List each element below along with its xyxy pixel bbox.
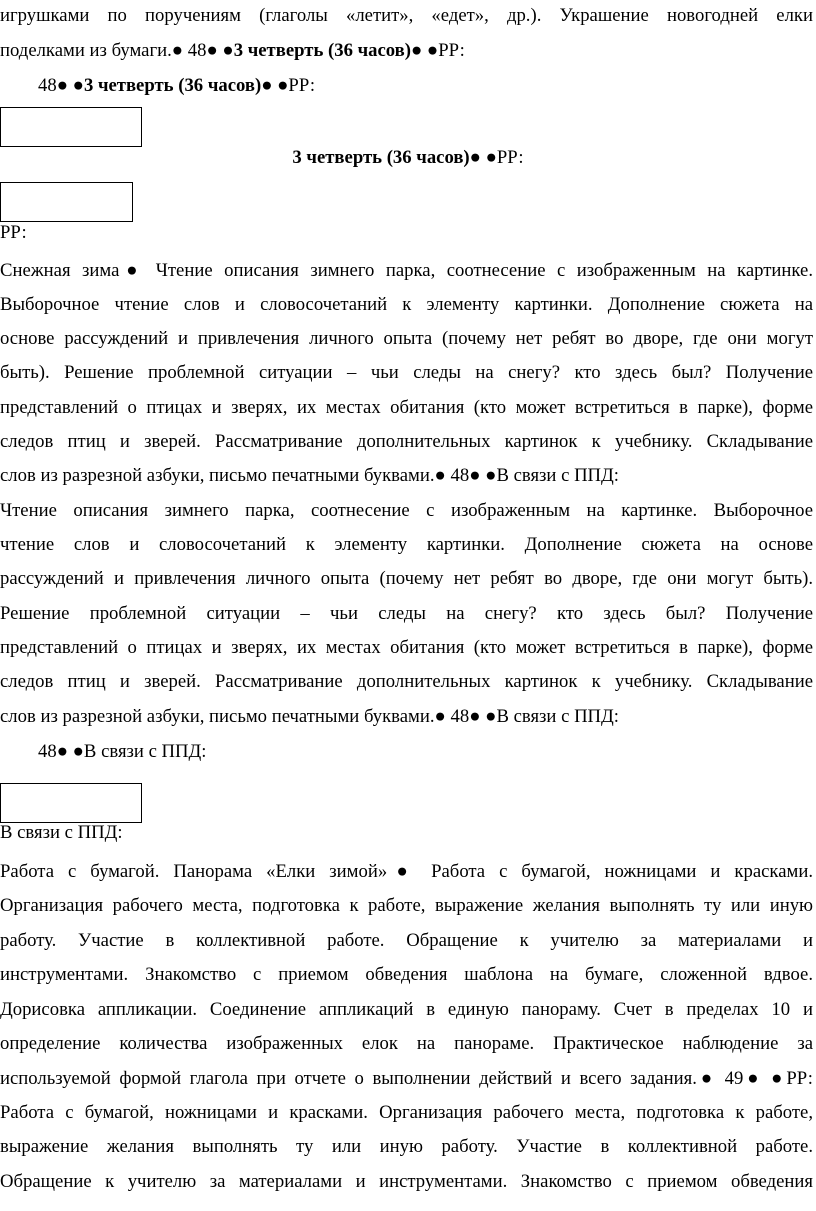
- text-line: основе рассуждений и привлечения личного опыта (почему нет ребят во дворе, где они могут: [0, 328, 813, 349]
- text-line: слов из разрезной азбуки, письмо печатными буквами.● 48● ●В связи с ППД:: [0, 706, 619, 727]
- text-line: В связи с ППД:: [0, 822, 123, 843]
- empty-table-cell: [0, 107, 142, 147]
- text-line: Снежная зима● Чтение описания зимнего парка, соотнесение с изображенным на картинке.: [0, 260, 813, 281]
- text-line: Обращение к учителю за материалами и инструментами. Знакомство с приемом обведения: [0, 1171, 813, 1192]
- text-line: следов птиц и зверей. Рассматривание дополнительных картинок к учебнику. Складывание: [0, 431, 813, 452]
- section-heading: 3 четверть (36 часов)● ●РР:: [292, 147, 524, 168]
- text-line: Решение проблемной ситуации – чьи следы на снегу? кто здесь был? Получение: [0, 603, 813, 624]
- text-line: представлений о птицах и зверях, их местах обитания (кто может встретиться в парке), форме: [0, 397, 813, 418]
- text-line: Дорисовка аппликации. Соединение аппликаций в единую панораму. Счет в пределах 10 и: [0, 999, 813, 1020]
- text-line: работу. Участие в коллективной работе. Обращение к учителю за материалами и: [0, 930, 813, 951]
- text-line: определение количества изображенных елок на панораме. Практическое наблюдение за: [0, 1033, 813, 1054]
- text-line: Чтение описания зимнего парка, соотнесение с изображенным на картинке. Выборочное: [0, 500, 813, 521]
- text-line: представлений о птицах и зверях, их местах обитания (кто может встретиться в парке), форме: [0, 637, 813, 658]
- text-line: Работа с бумагой, ножницами и красками. Организация рабочего места, подготовка к работе,: [0, 1102, 813, 1123]
- text-line: быть). Решение проблемной ситуации – чьи следы на снегу? кто здесь был? Получение: [0, 362, 813, 383]
- empty-table-cell: [0, 182, 133, 222]
- text-line: чтение слов и словосочетаний к элементу картинки. Дополнение сюжета на основе: [0, 534, 813, 555]
- text-line: выражение желания выполнять ту или иную работу. Участие в коллективной работе.: [0, 1136, 813, 1157]
- text-line: слов из разрезной азбуки, письмо печатными буквами.● 48● ●В связи с ППД:: [0, 465, 619, 486]
- text-line: 48● ●3 четверть (36 часов)● ●РР:: [38, 75, 316, 96]
- text-line: следов птиц и зверей. Рассматривание дополнительных картинок к учебнику. Складывание: [0, 671, 813, 692]
- text-line: Выборочное чтение слов и словосочетаний к элементу картинки. Дополнение сюжета на: [0, 294, 813, 315]
- text-line: РР:: [0, 222, 27, 243]
- text-line: 48● ●В связи с ППД:: [38, 741, 207, 762]
- text-line: игрушками по поручениям (глаголы «летит», «едет», др.). Украшение новогодней елки: [0, 5, 813, 26]
- text-line: рассуждений и привлечения личного опыта (почему нет ребят во дворе, где они могут быть).: [0, 568, 813, 589]
- text-line: инструментами. Знакомство с приемом обведения шаблона на бумаге, сложенной вдвое.: [0, 964, 813, 985]
- text-line: используемой формой глагола при отчете о выполнении действий и всего задания.● 49● ●РР:: [0, 1068, 813, 1089]
- text-line: поделками из бумаги.● 48● ●3 четверть (36 часов)● ●РР:: [0, 40, 465, 61]
- text-line: Работа с бумагой. Панорама «Елки зимой»● Работа с бумагой, ножницами и красками.: [0, 861, 813, 882]
- empty-table-cell: [0, 783, 142, 823]
- text-line: Организация рабочего места, подготовка к работе, выражение желания выполнять ту или иную: [0, 895, 813, 916]
